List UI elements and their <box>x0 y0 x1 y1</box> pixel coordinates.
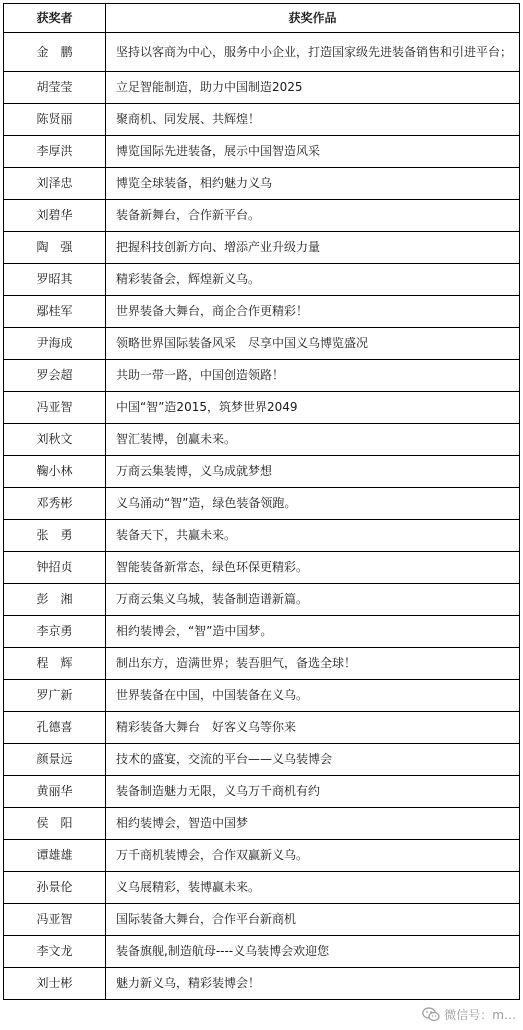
award-work-cell: 万商云集义乌城，装备制造谱新篇。 <box>106 584 520 616</box>
winner-name-cell: 尹海成 <box>4 328 106 360</box>
table-row <box>4 648 520 680</box>
award-work-cell: 博览全球装备，相约魅力义乌 <box>106 168 520 200</box>
award-work-cell: 精彩装备大舞台 好客义乌等你来 <box>106 712 520 744</box>
winner-name-cell: 金 鹏 <box>4 33 106 72</box>
winner-name-cell: 程 辉 <box>4 648 106 680</box>
table-row <box>4 264 520 296</box>
award-work-cell: 相约装博会，智造中国梦 <box>106 808 520 840</box>
table-row <box>4 680 520 712</box>
award-work-cell: 坚持以客商为中心，服务中小企业，打造国家级先进装备销售和引进平台； <box>106 33 520 72</box>
table-row <box>4 104 520 136</box>
winner-name-cell: 陈贤丽 <box>4 104 106 136</box>
winner-name-cell: 刘士彬 <box>4 968 106 1000</box>
award-work-cell: 中国“智”造2015，筑梦世界2049 <box>106 392 520 424</box>
winner-name-cell: 李京勇 <box>4 616 106 648</box>
table-row <box>4 552 520 584</box>
winner-name-cell: 刘碧华 <box>4 200 106 232</box>
table-row <box>4 168 520 200</box>
table-row <box>4 584 520 616</box>
award-work-cell: 装备新舞台，合作新平台。 <box>106 200 520 232</box>
table-header-row <box>4 4 520 33</box>
award-work-cell: 立足智能制造，助力中国制造2025 <box>106 72 520 104</box>
winner-name-cell: 胡莹莹 <box>4 72 106 104</box>
table-row <box>4 712 520 744</box>
award-work-cell: 技术的盛宴，交流的平台——义乌装博会 <box>106 744 520 776</box>
winner-name-cell: 鞠小林 <box>4 456 106 488</box>
winner-name-cell: 彭 湘 <box>4 584 106 616</box>
award-work-cell: 国际装备大舞台，合作平台新商机 <box>106 904 520 936</box>
award-work-cell: 装备制造魅力无限，义乌万千商机有约 <box>106 776 520 808</box>
table-row <box>4 904 520 936</box>
award-work-cell: 相约装博会，“智”造中国梦。 <box>106 616 520 648</box>
award-work-cell: 万商云集装博，义乌成就梦想 <box>106 456 520 488</box>
winner-name-cell: 侯 阳 <box>4 808 106 840</box>
table-row <box>4 776 520 808</box>
winner-name-cell: 张 勇 <box>4 520 106 552</box>
winner-name-cell: 罗昭其 <box>4 264 106 296</box>
award-work-cell: 魅力新义乌，精彩装博会！ <box>106 968 520 1000</box>
winner-name-cell: 罗广新 <box>4 680 106 712</box>
winner-name-cell: 刘泽忠 <box>4 168 106 200</box>
award-work-cell: 万千商机装博会，合作双赢新义乌。 <box>106 840 520 872</box>
winner-name-cell: 孔德喜 <box>4 712 106 744</box>
table-row <box>4 840 520 872</box>
header-work: 获奖作品 <box>106 4 520 33</box>
table-row <box>4 488 520 520</box>
table-row <box>4 456 520 488</box>
winner-name-cell: 颜景远 <box>4 744 106 776</box>
award-work-cell: 智汇装博，创赢未来。 <box>106 424 520 456</box>
table-row <box>4 968 520 1000</box>
award-work-cell: 装备天下，共赢未来。 <box>106 520 520 552</box>
table-row <box>4 520 520 552</box>
award-work-cell: 智能装备新常态，绿色环保更精彩。 <box>106 552 520 584</box>
table-row <box>4 232 520 264</box>
watermark-text: 微信号：m… <box>444 1008 516 1022</box>
winner-name-cell: 冯亚智 <box>4 392 106 424</box>
table-row <box>4 744 520 776</box>
award-work-cell: 义乌展精彩，装博赢未来。 <box>106 872 520 904</box>
winner-name-cell: 李厚洪 <box>4 136 106 168</box>
table-body <box>4 33 520 1000</box>
table-row <box>4 872 520 904</box>
winner-name-cell: 罗会超 <box>4 360 106 392</box>
table-row <box>4 424 520 456</box>
winner-name-cell: 钟招贞 <box>4 552 106 584</box>
award-work-cell: 聚商机、同发展、共辉煌！ <box>106 104 520 136</box>
table-row <box>4 328 520 360</box>
award-work-cell: 精彩装备会，辉煌新义乌。 <box>106 264 520 296</box>
award-work-cell: 世界装备在中国，中国装备在义乌。 <box>106 680 520 712</box>
award-work-cell: 世界装备大舞台，商企合作更精彩！ <box>106 296 520 328</box>
award-work-cell: 领略世界国际装备风采 尽享中国义乌博览盛况 <box>106 328 520 360</box>
winner-name-cell: 鄢桂军 <box>4 296 106 328</box>
table-row <box>4 136 520 168</box>
table-row <box>4 616 520 648</box>
wechat-watermark <box>419 1005 519 1024</box>
winner-name-cell: 谭雄雄 <box>4 840 106 872</box>
winner-name-cell: 冯亚智 <box>4 904 106 936</box>
table-row <box>4 392 520 424</box>
wechat-icon <box>422 1007 440 1022</box>
table-row <box>4 33 520 72</box>
award-work-cell: 装备旗舰,制造航母----义乌装博会欢迎您 <box>106 936 520 968</box>
winner-name-cell: 邓秀彬 <box>4 488 106 520</box>
awards-table <box>3 3 520 1000</box>
table-row <box>4 72 520 104</box>
table-row <box>4 360 520 392</box>
award-work-cell: 制出东方，造满世界；装吾胆气，备选全球！ <box>106 648 520 680</box>
table-row <box>4 200 520 232</box>
award-work-cell: 义乌涌动“智”造，绿色装备领跑。 <box>106 488 520 520</box>
winner-name-cell: 黄丽华 <box>4 776 106 808</box>
table-row <box>4 808 520 840</box>
header-winner: 获奖者 <box>4 4 106 33</box>
winner-name-cell: 刘秋文 <box>4 424 106 456</box>
award-work-cell: 博览国际先进装备，展示中国智造风采 <box>106 136 520 168</box>
winner-name-cell: 孙景伦 <box>4 872 106 904</box>
table-row <box>4 296 520 328</box>
table-row <box>4 936 520 968</box>
winner-name-cell: 李文龙 <box>4 936 106 968</box>
award-work-cell: 把握科技创新方向、增添产业升级力量 <box>106 232 520 264</box>
winner-name-cell: 陶 强 <box>4 232 106 264</box>
award-work-cell: 共助一带一路，中国创造领路！ <box>106 360 520 392</box>
